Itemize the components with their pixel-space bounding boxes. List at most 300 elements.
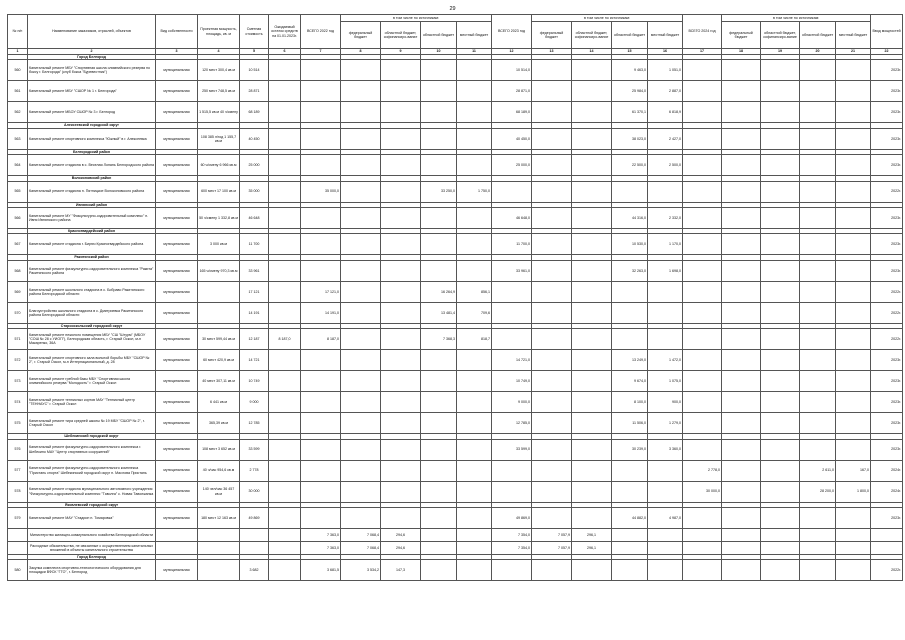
header-no: № п/п xyxy=(8,15,28,49)
cell-l22 xyxy=(457,560,492,581)
cell-t22: 17 121,0 xyxy=(301,281,341,302)
cell-est: 10 749 xyxy=(240,371,269,392)
column-number: 2 xyxy=(28,49,156,55)
cell-t23: 40 450,0 xyxy=(492,128,532,149)
column-number: 12 xyxy=(492,49,532,55)
table-row xyxy=(8,329,903,350)
table-row xyxy=(8,302,903,323)
cell-l22 xyxy=(457,371,492,392)
header-regional-cofin-2024: областной бюджет, софинансиро-вание xyxy=(761,22,800,49)
cell-cap xyxy=(198,560,240,581)
header-sources-2022: в том числе по источникам: xyxy=(341,15,492,22)
column-number: 5 xyxy=(240,49,269,55)
cell-r22 xyxy=(421,207,457,228)
cell-cap: 600 мест 17 100 кв.м xyxy=(198,181,240,202)
cell-rem xyxy=(269,281,301,302)
cell-name: Капитальный ремонт спортивного комплекса "Южный" в г. Алексеевка xyxy=(28,128,156,149)
cell-est: 33 961 xyxy=(240,260,269,281)
cell-r22 xyxy=(421,507,457,528)
cell-cap: 1 515,5 кв.м 40 ч/смену xyxy=(198,102,240,123)
cell-f22 xyxy=(341,329,381,350)
cell-r24 xyxy=(800,350,836,371)
cell-rc23 xyxy=(572,155,612,176)
cell-r23: 30 239,0 xyxy=(612,439,648,460)
cell-r23 xyxy=(612,281,648,302)
cell-t24 xyxy=(683,181,722,202)
cell-own: муниципальная xyxy=(156,481,198,502)
cell-no: 572 xyxy=(8,350,28,371)
cell-f23 xyxy=(532,350,572,371)
cell-year: 2023г. xyxy=(871,102,903,123)
header-total-2024: ВСЕГО 2024 год xyxy=(683,15,722,49)
cell-t22 xyxy=(301,155,341,176)
cell-t24 xyxy=(683,528,722,541)
cell-l22 xyxy=(457,460,492,481)
cell-no: 579 xyxy=(8,507,28,528)
header-local-2023: местный бюджет xyxy=(648,22,683,49)
cell-own: муниципальная xyxy=(156,439,198,460)
cell-f24 xyxy=(722,350,761,371)
cell-t22 xyxy=(301,460,341,481)
cell-cap xyxy=(198,302,240,323)
cell-l22: 709,6 xyxy=(457,302,492,323)
table-row xyxy=(8,181,903,202)
cell-name: Капитальный ремонт теннисных кортов МАУ "Теннисный центр "ТЕННАУС" г. Старый Оскол xyxy=(28,392,156,413)
cell-l24 xyxy=(836,155,871,176)
cell-r23: 22 500,0 xyxy=(612,155,648,176)
cell-year: 2022г. xyxy=(871,181,903,202)
cell-t22: 8 187,0 xyxy=(301,329,341,350)
column-number: 3 xyxy=(156,49,198,55)
cell-f23: 7 057,9 xyxy=(532,541,572,554)
cell-l23 xyxy=(648,481,683,502)
cell-no: 565 xyxy=(8,181,28,202)
cell-t24 xyxy=(683,260,722,281)
cell-r22 xyxy=(421,102,457,123)
cell-r22 xyxy=(421,350,457,371)
cell-l23: 1 075,0 xyxy=(648,371,683,392)
cell-rc24 xyxy=(761,460,800,481)
cell-t24 xyxy=(683,560,722,581)
cell-r22 xyxy=(421,234,457,255)
cell-own: муниципальная xyxy=(156,260,198,281)
cell-no: 580 xyxy=(8,560,28,581)
cell-l23: 1 051,0 xyxy=(648,60,683,81)
cell-r24 xyxy=(800,507,836,528)
cell-rc23 xyxy=(572,260,612,281)
cell-t24 xyxy=(683,392,722,413)
cell-f22: 3 534,2 xyxy=(341,560,381,581)
header-total-2023: ВСЕГО 2023 год xyxy=(492,15,532,49)
cell-own xyxy=(156,528,198,541)
cell-r22 xyxy=(421,371,457,392)
cell-name: Капитальный ремонт тира средней школы № 19 МБУ "СШОР № 2", г. Старый Оскол xyxy=(28,413,156,434)
cell-f24 xyxy=(722,392,761,413)
cell-year: 2022г. xyxy=(871,281,903,302)
header-regional-cofin-2023: областной бюджет, софинансиро-вание xyxy=(572,22,612,49)
cell-rc23 xyxy=(572,181,612,202)
cell-l22: 818,7 xyxy=(457,329,492,350)
cell-t24 xyxy=(683,60,722,81)
cell-t24: 30 000,0 xyxy=(683,481,722,502)
cell-est: 14 191 xyxy=(240,302,269,323)
cell-r22: 13 481,4 xyxy=(421,302,457,323)
cell-f24 xyxy=(722,181,761,202)
cell-l23: 2 427,0 xyxy=(648,128,683,149)
cell-rc23 xyxy=(572,302,612,323)
cell-no: 560 xyxy=(8,60,28,81)
header-regional-2022: областной бюджет xyxy=(421,22,457,49)
cell-l24 xyxy=(836,234,871,255)
column-number: 22 xyxy=(871,49,903,55)
cell-cap: 3 000 кв.м xyxy=(198,234,240,255)
cell-rc24 xyxy=(761,181,800,202)
cell-f22: 7 068,4 xyxy=(341,541,381,554)
cell-t22: 7 363,0 xyxy=(301,528,341,541)
cell-t24: 2 778,0 xyxy=(683,460,722,481)
cell-rc24 xyxy=(761,371,800,392)
cell-l22 xyxy=(457,260,492,281)
cell-f22 xyxy=(341,260,381,281)
cell-rc22 xyxy=(381,460,421,481)
cell-l22 xyxy=(457,155,492,176)
cell-r22: 7 368,3 xyxy=(421,329,457,350)
cell-no: 569 xyxy=(8,281,28,302)
table-row xyxy=(8,81,903,102)
cell-rem xyxy=(269,392,301,413)
cell-year: 2023г. xyxy=(871,371,903,392)
cell-no: 571 xyxy=(8,329,28,350)
cell-own: муниципальная xyxy=(156,560,198,581)
cell-t24 xyxy=(683,155,722,176)
cell-r23 xyxy=(612,181,648,202)
cell-rem xyxy=(269,260,301,281)
cell-year: 2023г. xyxy=(871,350,903,371)
table-body xyxy=(8,49,903,581)
cell-f23 xyxy=(532,207,572,228)
cell-no: 563 xyxy=(8,128,28,149)
cell-r23: 13 249,0 xyxy=(612,350,648,371)
cell-no xyxy=(8,528,28,541)
cell-rc24 xyxy=(761,413,800,434)
table-row xyxy=(8,392,903,413)
cell-rc22 xyxy=(381,350,421,371)
cell-t23 xyxy=(492,281,532,302)
cell-name: Капитальный ремонт нежилого помещения МБУ "СШ "Штурм" (МБОУ "СОШ № 28 с УИОП"), Белгородская область, г. Старый Оскол, м-н Макаренко, 36А xyxy=(28,329,156,350)
cell-est: 2 778 xyxy=(240,460,269,481)
cell-f24 xyxy=(722,81,761,102)
column-number: 21 xyxy=(836,49,871,55)
cell-f22 xyxy=(341,234,381,255)
cell-f24 xyxy=(722,439,761,460)
cell-l23 xyxy=(648,302,683,323)
cell-name: Капитальный ремонт стадиона в с. Веселая Лопань Белгородского района xyxy=(28,155,156,176)
section-title: Волоконовский район xyxy=(28,176,156,181)
cell-rc22 xyxy=(381,281,421,302)
cell-year: 2023г. xyxy=(871,207,903,228)
cell-own: муниципальная xyxy=(156,302,198,323)
column-number: 14 xyxy=(572,49,612,55)
cell-name: Закупка комплекта спортивно-технологического оборудования для площадки ВФСК "ГТО", г. Белгород xyxy=(28,560,156,581)
total-row xyxy=(8,528,903,541)
column-number: 13 xyxy=(532,49,572,55)
cell-est: 11 700 xyxy=(240,234,269,255)
cell-l24 xyxy=(836,413,871,434)
cell-rc22 xyxy=(381,392,421,413)
cell-year: 2023г. xyxy=(871,413,903,434)
cell-l22 xyxy=(457,528,492,541)
cell-f24 xyxy=(722,155,761,176)
cell-no: 570 xyxy=(8,302,28,323)
cell-f22 xyxy=(341,392,381,413)
cell-f24 xyxy=(722,560,761,581)
cell-t24 xyxy=(683,302,722,323)
cell-rem: 8 187,0 xyxy=(269,329,301,350)
cell-est: 28 871 xyxy=(240,81,269,102)
cell-r22 xyxy=(421,560,457,581)
cell-no: 577 xyxy=(8,460,28,481)
cell-t23: 9 000,0 xyxy=(492,392,532,413)
cell-l24 xyxy=(836,260,871,281)
cell-t22: 3 681,5 xyxy=(301,560,341,581)
cell-rc22 xyxy=(381,439,421,460)
cell-est xyxy=(240,528,269,541)
cell-f23 xyxy=(532,413,572,434)
cell-own: муниципальная xyxy=(156,81,198,102)
cell-name: Капитальный ремонт стадиона п. Пятницкое Волоконовского района xyxy=(28,181,156,202)
header-federal-2024: федеральный бюджет xyxy=(722,22,761,49)
cell-rc23 xyxy=(572,460,612,481)
table-row xyxy=(8,460,903,481)
column-number: 20 xyxy=(800,49,836,55)
header-remaining: Ожидаемый остаток средств на 01.01.2023г. xyxy=(269,15,301,49)
cell-r23 xyxy=(612,329,648,350)
cell-name: Капитальный ремонт физкультурно-оздоровительного комплекса г. Шебекино МАУ "Центр спортивных сооружений" xyxy=(28,439,156,460)
cell-l22 xyxy=(457,60,492,81)
cell-l24: 1 800,0 xyxy=(836,481,871,502)
header-sources-2023: в том числе по источникам: xyxy=(532,15,683,22)
cell-rem xyxy=(269,528,301,541)
cell-r23: 38 023,0 xyxy=(612,128,648,149)
cell-r24 xyxy=(800,439,836,460)
cell-r24: 28 200,0 xyxy=(800,481,836,502)
cell-rc23 xyxy=(572,439,612,460)
cell-est: 14 721 xyxy=(240,350,269,371)
cell-rem xyxy=(269,560,301,581)
cell-own: муниципальная xyxy=(156,60,198,81)
cell-l24 xyxy=(836,528,871,541)
cell-name: Капитальный ремонт спортивного зала вольной борьбы МБУ "СШОР № 2", г. Старый Оскол, м-н Интернациональный, д. 28 xyxy=(28,350,156,371)
column-number: 8 xyxy=(341,49,381,55)
cell-f23 xyxy=(532,281,572,302)
column-number: 18 xyxy=(722,49,761,55)
cell-rem xyxy=(269,155,301,176)
cell-r24 xyxy=(800,60,836,81)
cell-name: Капитальный ремонт стадиона г. Бирюч Красногвардейского района xyxy=(28,234,156,255)
header-estimate: Сметная стоимость xyxy=(240,15,269,49)
cell-t22 xyxy=(301,128,341,149)
cell-cap: 140 чел/час 36 457 кв.м xyxy=(198,481,240,502)
table-row xyxy=(8,234,903,255)
cell-t24 xyxy=(683,350,722,371)
cell-l23: 1 279,0 xyxy=(648,413,683,434)
cell-f23 xyxy=(532,128,572,149)
cell-r24 xyxy=(800,560,836,581)
section-title: Город Белгород xyxy=(28,554,156,559)
cell-t23 xyxy=(492,481,532,502)
cell-f22 xyxy=(341,81,381,102)
cell-f23 xyxy=(532,302,572,323)
cell-own: муниципальная xyxy=(156,155,198,176)
cell-t22 xyxy=(301,371,341,392)
cell-l22 xyxy=(457,350,492,371)
cell-f23 xyxy=(532,81,572,102)
cell-r22 xyxy=(421,460,457,481)
cell-year xyxy=(871,528,903,541)
cell-l23: 2 500,0 xyxy=(648,155,683,176)
cell-l24 xyxy=(836,281,871,302)
cell-t23: 28 871,0 xyxy=(492,81,532,102)
cell-rc22 xyxy=(381,481,421,502)
cell-no: 575 xyxy=(8,413,28,434)
cell-own: муниципальная xyxy=(156,460,198,481)
cell-f24 xyxy=(722,234,761,255)
cell-rem xyxy=(269,81,301,102)
cell-name: Капитальный ремонт МБУ "СШОР № 1 г. Белгорода" xyxy=(28,81,156,102)
cell-own: муниципальная xyxy=(156,234,198,255)
cell-year: 2023г. xyxy=(871,439,903,460)
cell-t22 xyxy=(301,102,341,123)
cell-l23 xyxy=(648,541,683,554)
cell-r23 xyxy=(612,302,648,323)
cell-l24 xyxy=(836,560,871,581)
cell-r24 xyxy=(800,260,836,281)
cell-l24 xyxy=(836,439,871,460)
cell-f24 xyxy=(722,102,761,123)
cell-est: 12 785 xyxy=(240,413,269,434)
cell-f24 xyxy=(722,207,761,228)
cell-r22 xyxy=(421,439,457,460)
table-row xyxy=(8,60,903,81)
column-number: 11 xyxy=(457,49,492,55)
cell-rc22 xyxy=(381,102,421,123)
cell-r24 xyxy=(800,392,836,413)
cell-rc23 xyxy=(572,81,612,102)
table-row xyxy=(8,155,903,176)
cell-r22 xyxy=(421,528,457,541)
cell-f24 xyxy=(722,60,761,81)
cell-t24 xyxy=(683,541,722,554)
cell-l23: 2 887,0 xyxy=(648,81,683,102)
section-title: Старооскольский городской округ xyxy=(28,323,156,328)
cell-rc23: 296,1 xyxy=(572,528,612,541)
cell-est: 25 000 xyxy=(240,155,269,176)
header-regional-2024: областной бюджет xyxy=(800,22,836,49)
cell-f23 xyxy=(532,102,572,123)
cell-r22: 16 264,9 xyxy=(421,281,457,302)
cell-l22 xyxy=(457,507,492,528)
cell-rem xyxy=(269,128,301,149)
cell-r23 xyxy=(612,528,648,541)
cell-rc24 xyxy=(761,350,800,371)
cell-f22 xyxy=(341,155,381,176)
cell-t22 xyxy=(301,507,341,528)
cell-est: 35 000 xyxy=(240,181,269,202)
cell-f23 xyxy=(532,329,572,350)
column-number: 6 xyxy=(269,49,301,55)
cell-r22: 33 250,0 xyxy=(421,181,457,202)
cell-f23 xyxy=(532,155,572,176)
cell-l22 xyxy=(457,392,492,413)
cell-rc23 xyxy=(572,329,612,350)
header-regional-2023: областной бюджет xyxy=(612,22,648,49)
cell-l23: 1 472,0 xyxy=(648,350,683,371)
cell-year: 2023г. xyxy=(871,128,903,149)
cell-l23: 1 698,0 xyxy=(648,260,683,281)
cell-t22 xyxy=(301,81,341,102)
cell-rem xyxy=(269,60,301,81)
section-title: Красногвардейский район xyxy=(28,228,156,233)
cell-t24 xyxy=(683,102,722,123)
column-number: 17 xyxy=(683,49,722,55)
cell-rc24 xyxy=(761,439,800,460)
cell-t22 xyxy=(301,207,341,228)
cell-rc24 xyxy=(761,128,800,149)
cell-rc22 xyxy=(381,413,421,434)
cell-r24 xyxy=(800,541,836,554)
cell-rc22 xyxy=(381,371,421,392)
cell-r23 xyxy=(612,541,648,554)
cell-t23: 11 700,0 xyxy=(492,234,532,255)
cell-t23: 7 354,0 xyxy=(492,528,532,541)
cell-f23 xyxy=(532,60,572,81)
cell-rc24 xyxy=(761,60,800,81)
cell-f23 xyxy=(532,392,572,413)
cell-f23 xyxy=(532,371,572,392)
cell-cap: 40 ч/час 954,6 кв.м xyxy=(198,460,240,481)
cell-r22 xyxy=(421,81,457,102)
cell-r24 xyxy=(800,155,836,176)
table-row xyxy=(8,102,903,123)
cell-f24 xyxy=(722,507,761,528)
cell-rc22 xyxy=(381,128,421,149)
cell-f22 xyxy=(341,181,381,202)
cell-rc22 xyxy=(381,234,421,255)
cell-r23 xyxy=(612,460,648,481)
cell-l24 xyxy=(836,60,871,81)
cell-f24 xyxy=(722,128,761,149)
cell-own: муниципальная xyxy=(156,392,198,413)
column-number: 4 xyxy=(198,49,240,55)
cell-name: Расходные обязательства, не связанные с осуществлением капитальных вложений в объекты капитального строительства xyxy=(28,541,156,554)
cell-rc22: 147,3 xyxy=(381,560,421,581)
cell-f22 xyxy=(341,302,381,323)
cell-no: 562 xyxy=(8,102,28,123)
cell-year: 2022г. xyxy=(871,560,903,581)
cell-r22 xyxy=(421,260,457,281)
cell-rc23 xyxy=(572,281,612,302)
cell-l24 xyxy=(836,350,871,371)
cell-own: муниципальная xyxy=(156,281,198,302)
cell-rem xyxy=(269,413,301,434)
cell-r24 xyxy=(800,128,836,149)
cell-l24 xyxy=(836,181,871,202)
section-title: Яковлевский городской округ xyxy=(28,502,156,507)
cell-year: 2023г. xyxy=(871,392,903,413)
cell-no: 564 xyxy=(8,155,28,176)
cell-rc23 xyxy=(572,350,612,371)
cell-rem xyxy=(269,507,301,528)
